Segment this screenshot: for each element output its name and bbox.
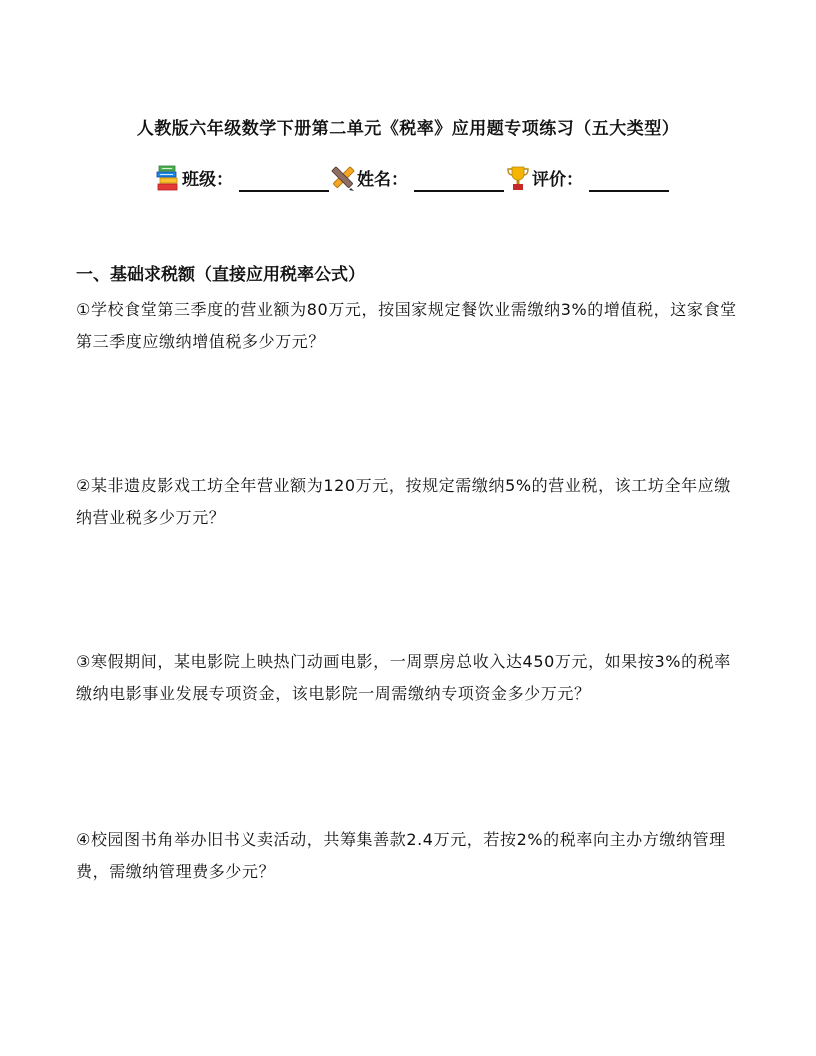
question-1: ①学校食堂第三季度的营业额为80万元，按国家规定餐饮业需缴纳3%的增值税，这家食堂第三季度应缴纳增值税多少万元？ xyxy=(76,300,737,351)
question-4: ④校园图书角举办旧书义卖活动，共筹集善款2.4万元，若按2%的税率向主办方缴纳管理费，需缴纳管理费多少元？ xyxy=(76,830,726,881)
grade-label: 评价： xyxy=(532,170,583,190)
name-label: 姓名： xyxy=(357,170,408,190)
question-2: ②某非遗皮影戏工坊全年营业额为120万元，按规定需缴纳5%的营业税，该工坊全年应缴纳营业税多少万元？ xyxy=(76,476,731,527)
pencil-ruler-icon xyxy=(331,164,355,192)
worksheet-title: 人教版六年级数学下册第二单元《税率》应用题专项练习（五大类型） xyxy=(136,119,680,139)
books-icon xyxy=(156,164,180,192)
student-info-row xyxy=(156,156,676,192)
grade-blank[interactable] xyxy=(589,168,669,192)
class-field xyxy=(156,164,329,192)
section-title: 一、基础求税额（直接应用税率公式） xyxy=(76,265,365,285)
class-label: 班级： xyxy=(182,170,233,190)
name-field xyxy=(331,164,504,192)
name-blank[interactable] xyxy=(414,168,504,192)
grade-field xyxy=(506,164,669,192)
class-blank[interactable] xyxy=(239,168,329,192)
question-3: ③寒假期间，某电影院上映热门动画电影，一周票房总收入达450万元，如果按3%的税率缴纳电影事业发展专项资金，该电影院一周需缴纳专项资金多少万元？ xyxy=(76,652,731,703)
trophy-icon xyxy=(506,164,530,192)
